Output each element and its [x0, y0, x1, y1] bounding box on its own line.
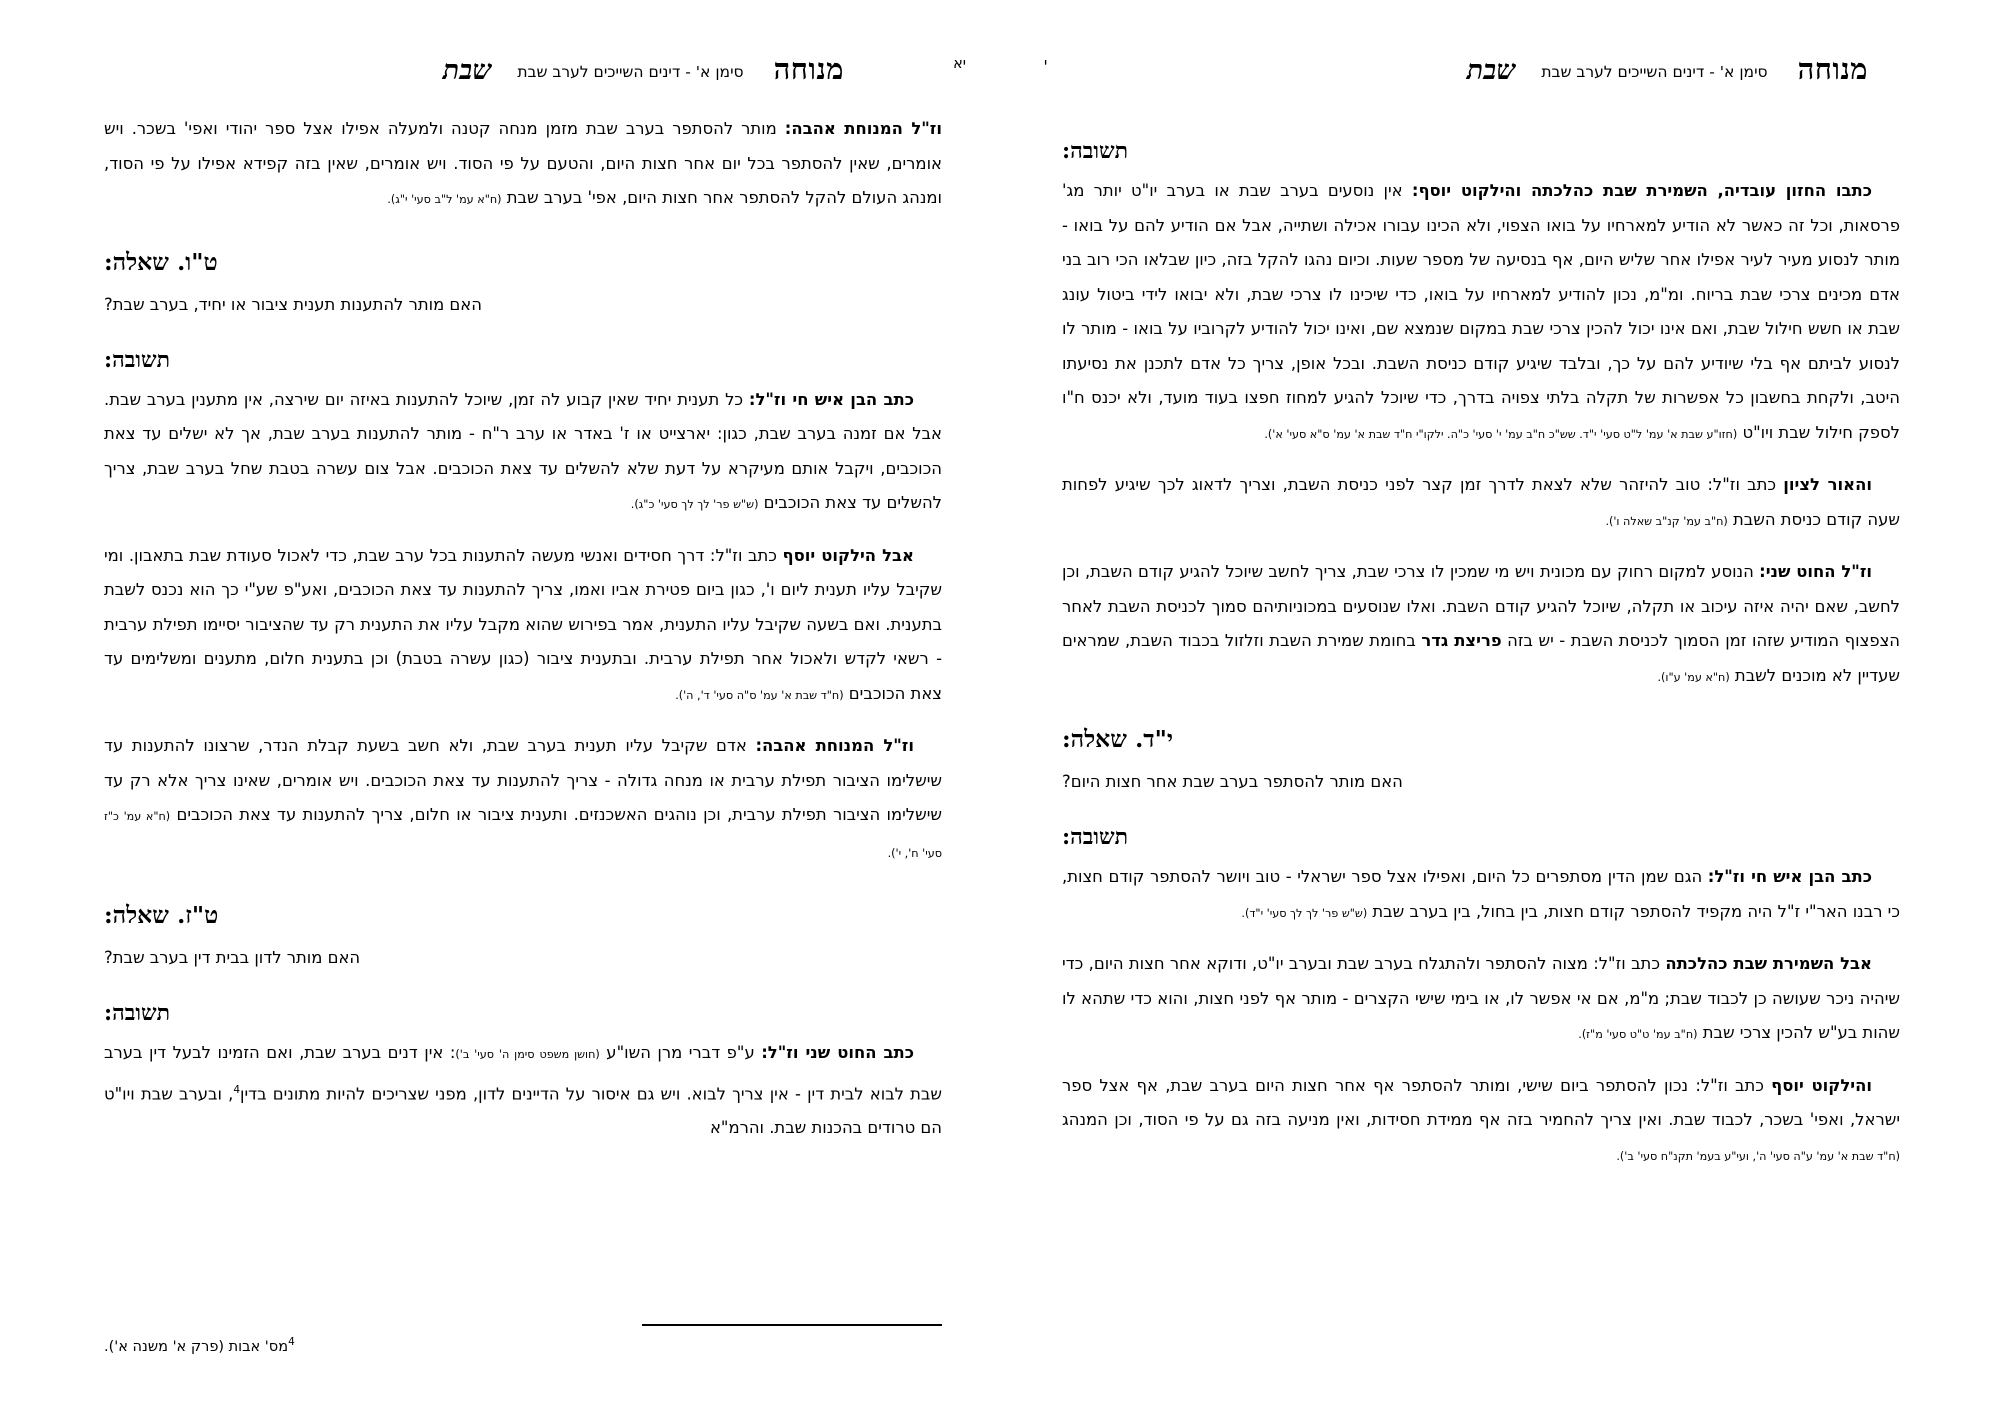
paragraph-lead-tail: וז"ל:: [748, 389, 793, 409]
source-citation: (ש"ש פר' לך לך סעי' כ"ג).: [630, 498, 759, 511]
paragraph: [1062, 174, 1900, 452]
paragraph-body: כל תענית יחיד שאין קבוע לה זמן, שיוכל להתענות באיזה יום שירצה, אין מתענין בערב שבת. אבל אם זמנה בערב שבת, כגון: יארצייט או ז' באדר או ערב ר"ח - מותר להתענות בערב שבת, אך לא ישלים עד צאת הכוכבים, ויקבל אותם מעיקרא על דעת שלא להשלים עד צאת הכוכבים. אבל צום עשרה בטבת שחל בערב שבת, צריך להשלים עד צאת הכוכבים: [104, 389, 942, 512]
paragraph-body: כתב וז"ל: דרך חסידים ואנשי מעשה להתענות בכל ערב שבת, כדי לאכול סעודת שבת בתאבון. ומי שקיבל עליו תענית ליום ו', כגון ביום פטירת אביו ואמו, צריך להתענות עד צאת הכוכבים, ואע"פ שע"י כך הוא נכנס לשבת בתענית. ואם בשעה שקיבל עליו התענית, אמר בפירוש שהוא מקבל עליו את התענית רק עד שהציבור יסיימו תפילת ערבית - רשאי לקדש ולאכול אחר תפילת ערבית. ובתענית ציבור (כגון עשרה בטבת) וכן בתענית חלום, מתענים ומשלימים עד צאת הכוכבים: [104, 545, 942, 703]
footnote-entry: [104, 1336, 942, 1355]
footnote-separator-rule: [642, 1324, 942, 1326]
answer-heading: תשובה:: [104, 346, 170, 373]
inline-emphasis: פריצת גדר: [1421, 631, 1502, 650]
running-head-shabbat: שבת: [442, 55, 492, 86]
paragraph: [104, 1036, 942, 1146]
column-right: [1062, 112, 1900, 1190]
folio-number-right: י: [1044, 56, 1048, 72]
answer-heading: תשובה:: [1062, 824, 1128, 850]
paragraph-body: אדם שקיבל עליו תענית בערב שבת, ולא חשב בשעת קבלת הנדר, שרצונו להתענות עד שישלימו הציבור תפילת ערבית או מנחה גדולה - צריך להתענות עד צאת הכוכבים. ויש אומרים, שאינו צריך אלא רק עד שישלימו הציבור תפילת ערבית, וכן נוהגים האשכנזים. ותענית ציבור או חלום, צריך להתענות עד צאת הכוכבים: [104, 736, 942, 824]
source-citation: (ח"ד שבת א' עמ' ע"ה סעי' ה', ועי"ע בעמ' תקנ"ח סעי' ב').: [1616, 1149, 1900, 1163]
paragraph-lead: כתב הבן איש חי: [1751, 867, 1872, 886]
paragraph-body-cont: : אין דנים בערב שבת, ואם הזמינו לבעל דין בערב שבת לבוא לבית דין - אין צריך לבוא. ויש גם איסור על הדיינים לדון, מפני שצריכים להיות מתונים בדין: [104, 1043, 942, 1103]
paragraph-body: כתב וז"ל: נכון להסתפר ביום שישי, ומותר להסתפר אף אחר חצות היום בערב שבת, אף אצל ספר ישראל, ואפי' בשכר, לכבוד שבת. ואין צריך להחמיר בזה אף ממידת חסידות, ואין מניעה בזה גם על פי הסוד, וכן המנהג: [1062, 1075, 1900, 1129]
paragraph-lead: אבל השמירת שבת כהלכתה: [1665, 954, 1872, 973]
paragraph-body: ע"פ דברי מרן השו"ע: [599, 1043, 762, 1062]
paragraph-lead: כתב החוט שני: [805, 1043, 914, 1062]
running-head-shabbat: שבת: [1466, 55, 1516, 86]
paragraph-lead: אבל הילקוט יוסף: [782, 545, 914, 565]
answer-heading: תשובה:: [104, 1000, 170, 1026]
paragraph-lead: כתבו החזון עובדיה, השמירת שבת כהלכתה והילקוט יוסף:: [1411, 181, 1872, 200]
paragraph: [1062, 1069, 1900, 1175]
paragraph-body: הגם שמן הדין מסתפרים כל היום, ואפילו אצל ספר ישראלי - טוב ויושר להסתפר קודם חצות, כי רבנו האר"י ז"ל היה מקפיד להסתפר קודם חצות, בין בחול, בין בערב שבת: [1062, 867, 1900, 921]
source-citation: (ח"ד שבת א' עמ' ס"ה סעי' ד', ה').: [675, 688, 844, 702]
paragraph: [104, 729, 942, 871]
paragraph-body-cont: בחומת שמירת השבת וזלזול בכבוד השבת, שמראים שעדיין לא מוכנים לשבת: [1062, 631, 1900, 685]
source-citation: (חזו"ע שבת א' עמ' ל"ט סעי' י"ד. שש"כ ח"ב עמ' י' סעי' כ"ה. ילקו"י ח"ד שבת א' עמ' ס"א סעי' א').: [1264, 427, 1738, 441]
question-heading: י"ד. שאלה:: [1062, 725, 1173, 753]
paragraph-body: כתב וז"ל: טוב להיזהר שלא לצאת לדרך זמן קצר לפני כניסת השבת, וצריך לדאוג לכך שיגיע לפחות שעה קודם כניסת השבת: [1062, 475, 1900, 529]
paragraph: [1062, 468, 1900, 539]
question-text: האם מותר להתענות תענית ציבור או יחיד, בערב שבת?: [104, 294, 482, 314]
footnote-marker: 4: [288, 1336, 295, 1349]
running-head-subtitle: סימן א' - דינים השייכים לערב שבת: [517, 63, 744, 81]
column-left: [104, 112, 942, 1162]
paragraph-lead-tail: וז"ל:: [1707, 867, 1752, 886]
paragraph-lead: וז"ל המנוחת אהבה:: [755, 736, 914, 755]
footnote-reference: 4: [233, 1083, 241, 1096]
question-text: האם מותר לדון בבית דין בערב שבת?: [104, 948, 361, 967]
running-head-subtitle: סימן א' - דינים השייכים לערב שבת: [1541, 63, 1768, 81]
paragraph-lead-tail: וז"ל:: [761, 1043, 806, 1062]
paragraph-lead: והאור לציון: [1783, 475, 1872, 494]
source-citation: (ח"א עמ' ע"ו).: [1657, 670, 1730, 684]
paragraph-lead: וז"ל החוט שני:: [1759, 562, 1873, 581]
paragraph: [104, 539, 942, 714]
paragraph: [1062, 555, 1900, 695]
page-right: [1004, 0, 2008, 1417]
source-citation: (ח"ב עמ' קנ"ב שאלה ו').: [1605, 514, 1728, 528]
paragraph: [1062, 860, 1900, 931]
footnote-area: [104, 1324, 942, 1355]
question-heading: ט"ז. שאלה:: [104, 901, 219, 929]
question-heading: ט"ו. שאלה:: [104, 247, 218, 276]
running-head-book-title: מנוחה: [1797, 52, 1868, 86]
paragraph: [1062, 947, 1900, 1053]
paragraph-body: הנוסע למקום רחוק עם מכונית ויש מי שמכין לו צרכי שבת, צריך לחשב שיוכל להגיע קודם השבת, וכן לחשב, שאם יהיה איזה עיכוב או תקלה, שיוכל להגיע קודם השבת. ואלו שנוסעים במכוניותיהם סמוך לכניסת השבת לאחר הצפצוף המודיע שזהו זמן הסמוך לכניסת השבת - יש בזה: [1062, 562, 1901, 650]
running-head-book-title: מנוחה: [773, 52, 844, 86]
folio-number-left: יא: [953, 56, 966, 72]
paragraph-lead: כתב הבן איש חי: [792, 389, 914, 409]
paragraph-body-tail: , ובערב שבת ויו"ט הם טרודים בהכנות שבת. והרמ"א: [104, 1083, 942, 1138]
paragraph-body: כתב וז"ל: מצוה להסתפר ולהתגלח בערב שבת ובערב יו"ט, ודוקא אחר חצות היום, כדי שיהיה ניכר שעושה כן לכבוד שבת; מ"מ, אם אי אפשר לו, או בימי שישי הקצרים - מותר אף לפני חצות, והוא כדי שתהא לו שהות בע"ש להכין צרכי שבת: [1062, 954, 1900, 1042]
paragraph-lead: והילקוט יוסף: [1771, 1075, 1872, 1095]
source-citation: (ח"א עמ' כ"ז סעי' ח', י').: [104, 810, 942, 860]
paragraph-body: אין נוסעים בערב שבת או בערב יו"ט יותר מג' פרסאות, וכל זה כאשר לא הודיע למארחיו על בואו הצפוי, ולא הכינו עבורו אכילה ושתייה, אבל אם הודיע להם על בואו - מותר לנסוע מעיר לעיר אפילו אחר שליש היום, אף בנסיעה של מספר שעות. וכיום נהגו להקל בזה, כיון שבלאו הכי רוב בני אדם מכינים צרכי שבת בריוח. ומ"מ, נכון להודיע למארחיו על בואו, כדי שיכינו לו צרכי שבת, ולא יבואו לידי ביטול עונג שבת או חשש חילול שבת, ואם אינו יכול להכין צרכי שבת במקום שנמצא שם, ואינו יכול להודיע לקרוביו על בואו - מותר לו לנסוע לביתם אף בלי שיודיע להם על כך, ובלבד שיגיע קודם כניסת השבת. ובכל אופן, צריך כל אדם לתכנן את נסיעתו היטב, ולקחת בחשבון כל אפשרות של תקלה בלתי צפויה בדרך, כדי שיוכל להגיע למחוז חפצו בעוד מועד, ולא יכנס ח"ו לספק חילול שבת ויו"ט: [1062, 181, 1900, 442]
source-citation: (ח"ב עמ' ט"ט סעי' מ"ז).: [1578, 1028, 1698, 1041]
paragraph: [104, 112, 942, 218]
source-citation: (ח"א עמ' ל"ב סעי' י"ג).: [387, 193, 502, 206]
question-text: האם מותר להסתפר בערב שבת אחר חצות היום?: [1062, 772, 1403, 791]
paragraph-lead: וז"ל המנוחת אהבה:: [784, 119, 942, 138]
paragraph-body: מותר להסתפר בערב שבת מזמן מנחה קטנה ולמעלה אפילו אצל ספר יהודי ואפי' בשכר. ויש אומרים, שאין להסתפר בכל יום אחר חצות היום, והטעם על פי הסוד. ויש אומרים, שאין בזה קפידא אפילו על פי הסוד, ומנהג העולם להקל להסתפר אחר חצות היום, אפי' בערב שבת: [104, 119, 942, 207]
running-head-left: [60, 52, 844, 92]
footnote-text: מס' אבות (פרק א' משנה א').: [104, 1339, 289, 1355]
paragraph: [104, 383, 942, 523]
source-citation: (ש"ש פר' לך לך סעי' י"ד).: [1241, 906, 1368, 920]
answer-heading: תשובה:: [1062, 138, 1128, 164]
running-head-right: [1064, 52, 1868, 92]
inline-source-citation: (חושן משפט סימן ה' סעי' ב'): [455, 1048, 600, 1061]
